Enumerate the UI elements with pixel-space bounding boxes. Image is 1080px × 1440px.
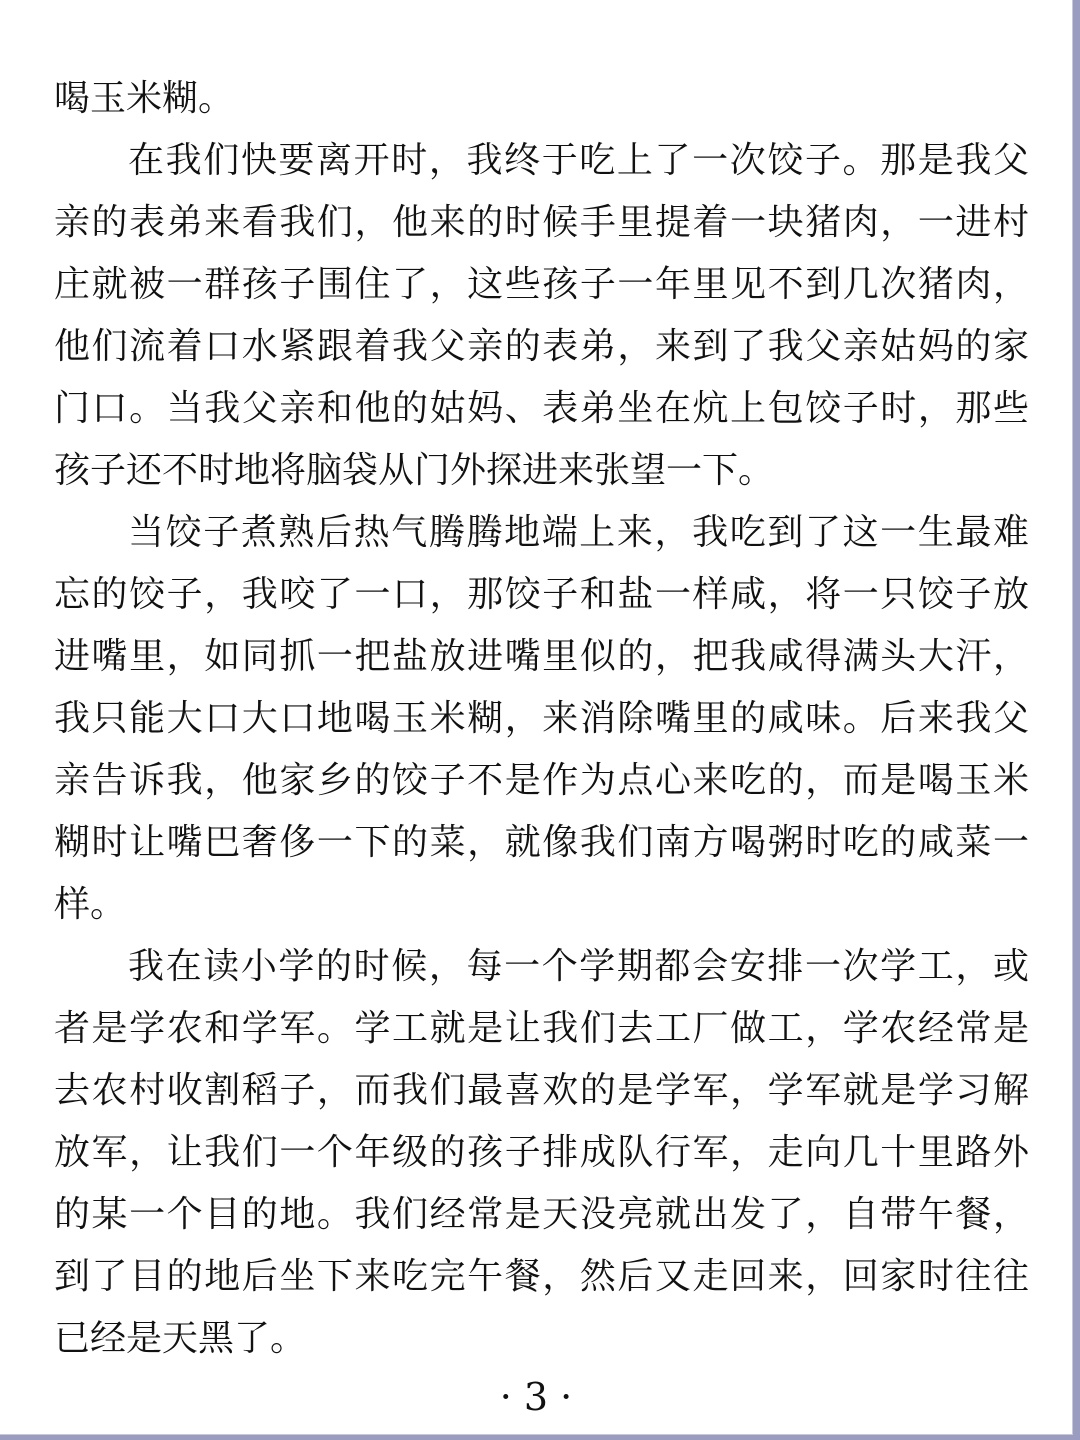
text-line: 者是学农和学军。学工就是让我们去工厂做工，学农经常是: [54, 1008, 1029, 1049]
paragraph-last-line: 已经是天黑了。: [54, 1318, 307, 1359]
text-line: 糊时让嘴巴奢侈一下的菜，就像我们南方喝粥时吃的咸菜一: [54, 822, 1029, 863]
paragraph-first-line: 我在读小学的时候，每一个学期都会安排一次学工，或: [128, 946, 1029, 987]
text-line: 我只能大口大口地喝玉米糊，来消除嘴里的咸味。后来我父: [54, 698, 1029, 739]
paragraph-last-line: 孩子还不时地将脑袋从门外探进来张望一下。: [54, 450, 775, 491]
paragraph-last-line: 样。: [54, 884, 127, 925]
page-number: · 3 ·: [499, 1375, 573, 1419]
text-line: 门口。当我父亲和他的姑妈、表弟坐在炕上包饺子时，那些: [54, 388, 1029, 429]
text-line: 进嘴里，如同抓一把盐放进嘴里似的，把我咸得满头大汗，: [54, 636, 1029, 677]
text-line: 到了目的地后坐下来吃完午餐，然后又走回来，回家时往往: [54, 1256, 1029, 1297]
text-line: 亲的表弟来看我们，他来的时候手里提着一块猪肉，一进村: [54, 202, 1029, 243]
paragraph-first-line: 当饺子煮熟后热气腾腾地端上来，我吃到了这一生最难: [128, 512, 1029, 553]
text-line: 的某一个目的地。我们经常是天没亮就出发了，自带午餐，: [54, 1194, 1029, 1235]
text-line: 庄就被一群孩子围住了，这些孩子一年里见不到几次猪肉，: [54, 264, 1029, 305]
text-line: 放军，让我们一个年级的孩子排成队行军，走向几十里路外: [54, 1132, 1029, 1173]
text-line: 他们流着口水紧跟着我父亲的表弟，来到了我父亲姑妈的家: [54, 326, 1029, 367]
body-text: [54, 68, 1029, 1370]
text-line: 喝玉米糊。: [54, 78, 235, 119]
text-line: 亲告诉我，他家乡的饺子不是作为点心来吃的，而是喝玉米: [54, 760, 1029, 801]
paragraph-first-line: 在我们快要离开时，我终于吃上了一次饺子。那是我父: [128, 140, 1029, 181]
text-line: 忘的饺子，我咬了一口，那饺子和盐一样咸，将一只饺子放: [54, 574, 1029, 615]
text-line: 去农村收割稻子，而我们最喜欢的是学军，学军就是学习解: [54, 1070, 1029, 1111]
